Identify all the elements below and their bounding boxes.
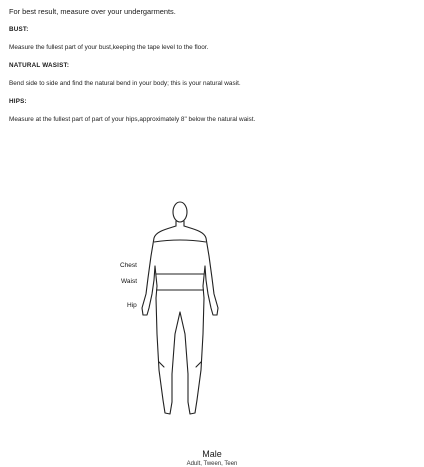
body-figure xyxy=(0,194,424,467)
male-body-outline-icon xyxy=(92,194,332,444)
figure-subtitle: Adult, Tween, Teen xyxy=(186,461,238,467)
waist-label: Waist xyxy=(121,278,138,285)
waist-heading: NATURAL WASIST: xyxy=(9,62,70,69)
hip-label: Hip xyxy=(127,302,137,309)
chest-label: Chest xyxy=(120,262,137,269)
waist-description: Bend side to side and find the natural bend in your body; this is your natural wasit. xyxy=(9,80,241,87)
hips-heading: HIPS: xyxy=(9,98,27,105)
hips-description: Measure at the fullest part of part of your hips,approximately 8" below the natural waist. xyxy=(9,116,256,123)
figure-title: Male xyxy=(202,449,222,459)
intro-text: For best result, measure over your undergarments. xyxy=(9,7,176,16)
bust-heading: BUST: xyxy=(9,26,29,33)
bust-description: Measure the fullest part of your bust,keeping the tape level to the floor. xyxy=(9,44,209,51)
measurement-guide xyxy=(9,7,417,133)
